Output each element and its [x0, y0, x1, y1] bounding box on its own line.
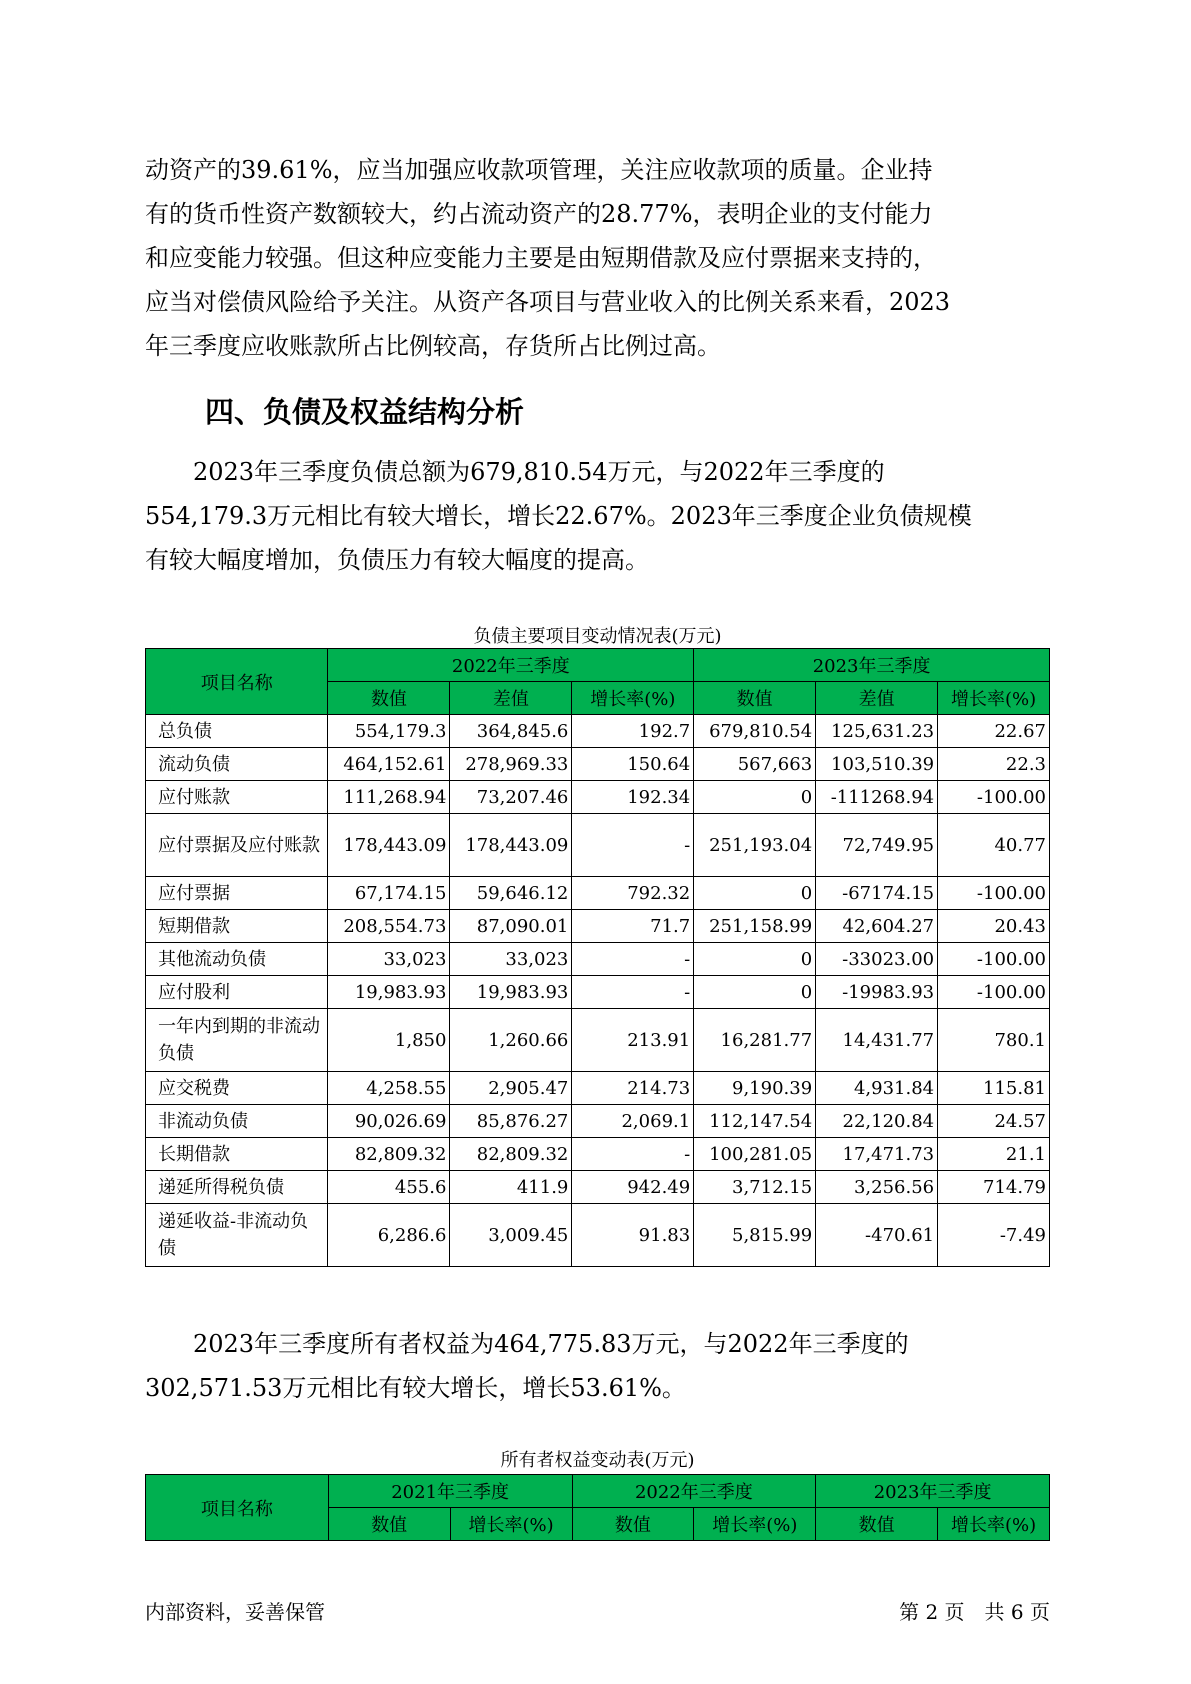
cell-value: 82,809.32	[450, 1138, 572, 1171]
cell-value: -67174.15	[816, 877, 938, 910]
cell-value: 792.32	[572, 877, 694, 910]
intro-paragraph	[145, 148, 1050, 368]
cell-value: 1,850	[328, 1009, 450, 1072]
cell-value: 103,510.39	[816, 748, 938, 781]
table-row	[146, 1204, 1050, 1267]
table-row	[146, 910, 1050, 943]
cell-value: 115.81	[938, 1072, 1050, 1105]
section-heading: 四、负债及权益结构分析	[205, 395, 525, 429]
sub-header: 数值	[694, 682, 816, 715]
text-line: 2023年三季度负债总额为679,810.54万元，与2022年三季度的	[145, 458, 885, 486]
cell-value: 4,258.55	[328, 1072, 450, 1105]
cell-value: 73,207.46	[450, 781, 572, 814]
period-header: 2023年三季度	[694, 649, 1050, 682]
row-name: 非流动负债	[146, 1105, 328, 1138]
sub-header: 数值	[572, 1508, 694, 1541]
cell-value: -470.61	[816, 1204, 938, 1267]
cell-value: 942.49	[572, 1171, 694, 1204]
cell-value: 111,268.94	[328, 781, 450, 814]
cell-value: 100,281.05	[694, 1138, 816, 1171]
cell-value: 21.1	[938, 1138, 1050, 1171]
equity-paragraph	[145, 1322, 1050, 1410]
row-name: 应付股利	[146, 976, 328, 1009]
cell-value: 40.77	[938, 814, 1050, 877]
cell-value: -100.00	[938, 877, 1050, 910]
sub-header: 数值	[328, 682, 450, 715]
liability-table-caption: 负债主要项目变动情况表(万元)	[473, 626, 722, 647]
cell-value: 14,431.77	[816, 1009, 938, 1072]
cell-value: 17,471.73	[816, 1138, 938, 1171]
cell-value: 208,554.73	[328, 910, 450, 943]
cell-value: 22,120.84	[816, 1105, 938, 1138]
cell-value: 125,631.23	[816, 715, 938, 748]
cell-value: 567,663	[694, 748, 816, 781]
cell-value: 2,069.1	[572, 1105, 694, 1138]
table-row	[146, 943, 1050, 976]
cell-value: 192.7	[572, 715, 694, 748]
row-name: 短期借款	[146, 910, 328, 943]
cell-value: 554,179.3	[328, 715, 450, 748]
cell-value: 278,969.33	[450, 748, 572, 781]
table-row	[146, 1072, 1050, 1105]
sub-header: 增长率(%)	[694, 1508, 816, 1541]
cell-value: -100.00	[938, 943, 1050, 976]
table-row	[146, 1138, 1050, 1171]
cell-value: -100.00	[938, 781, 1050, 814]
footer-left: 内部资料，妥善保管	[145, 1600, 325, 1624]
table-row	[146, 1105, 1050, 1138]
cell-value: -111268.94	[816, 781, 938, 814]
cell-value: 364,845.6	[450, 715, 572, 748]
name-column-header: 项目名称	[146, 649, 328, 715]
period-header: 2023年三季度	[816, 1475, 1050, 1508]
cell-value: 85,876.27	[450, 1105, 572, 1138]
table-row	[146, 877, 1050, 910]
cell-value: 19,983.93	[328, 976, 450, 1009]
cell-value: -	[572, 814, 694, 877]
text-line: 和应变能力较强。但这种应变能力主要是由短期借款及应付票据来支持的，	[145, 244, 937, 272]
row-name: 应交税费	[146, 1072, 328, 1105]
equity-table-caption: 所有者权益变动表(万元)	[500, 1450, 695, 1471]
cell-value: 411.9	[450, 1171, 572, 1204]
cell-value: 71.7	[572, 910, 694, 943]
row-name: 流动负债	[146, 748, 328, 781]
cell-value: 4,931.84	[816, 1072, 938, 1105]
sub-header: 增长率(%)	[938, 682, 1050, 715]
cell-value: 2,905.47	[450, 1072, 572, 1105]
row-name: 递延所得税负债	[146, 1171, 328, 1204]
text-line: 554,179.3万元相比有较大增长，增长22.67%。2023年三季度企业负债规模	[145, 502, 972, 530]
cell-value: 3,009.45	[450, 1204, 572, 1267]
period-header: 2021年三季度	[328, 1475, 572, 1508]
period-header: 2022年三季度	[572, 1475, 816, 1508]
text-line: 年三季度应收账款所占比例较高，存货所占比例过高。	[145, 332, 721, 360]
text-line: 有较大幅度增加，负债压力有较大幅度的提高。	[145, 546, 649, 574]
sub-header: 增长率(%)	[450, 1508, 572, 1541]
cell-value: 178,443.09	[450, 814, 572, 877]
table-row	[146, 814, 1050, 877]
cell-value: 455.6	[328, 1171, 450, 1204]
row-name: 递延收益-非流动负债	[146, 1204, 328, 1267]
sub-header: 差值	[450, 682, 572, 715]
cell-value: 24.57	[938, 1105, 1050, 1138]
period-header: 2022年三季度	[328, 649, 694, 682]
cell-value: 0	[694, 976, 816, 1009]
table-row	[146, 1009, 1050, 1072]
cell-value: 251,158.99	[694, 910, 816, 943]
sub-header: 增长率(%)	[572, 682, 694, 715]
cell-value: 9,190.39	[694, 1072, 816, 1105]
text-line: 应当对偿债风险给予关注。从资产各项目与营业收入的比例关系来看，2023	[145, 288, 951, 316]
text-line: 动资产的39.61%，应当加强应收款项管理，关注应收款项的质量。企业持	[145, 156, 933, 184]
cell-value: 714.79	[938, 1171, 1050, 1204]
cell-value: 464,152.61	[328, 748, 450, 781]
cell-value: -100.00	[938, 976, 1050, 1009]
row-name: 应付票据	[146, 877, 328, 910]
cell-value: -7.49	[938, 1204, 1050, 1267]
cell-value: -33023.00	[816, 943, 938, 976]
cell-value: 91.83	[572, 1204, 694, 1267]
row-name: 应付票据及应付账款	[146, 814, 328, 877]
cell-value: 90,026.69	[328, 1105, 450, 1138]
table-row	[146, 1171, 1050, 1204]
equity-table	[145, 1474, 1050, 1541]
row-name: 其他流动负债	[146, 943, 328, 976]
table-row	[146, 976, 1050, 1009]
table-row	[146, 715, 1050, 748]
text-line: 有的货币性资产数额较大，约占流动资产的28.77%，表明企业的支付能力	[145, 200, 933, 228]
cell-value: 0	[694, 781, 816, 814]
cell-value: 213.91	[572, 1009, 694, 1072]
row-name: 一年内到期的非流动负债	[146, 1009, 328, 1072]
table-row	[146, 748, 1050, 781]
cell-value: 3,256.56	[816, 1171, 938, 1204]
cell-value: 5,815.99	[694, 1204, 816, 1267]
cell-value: 33,023	[450, 943, 572, 976]
cell-value: 20.43	[938, 910, 1050, 943]
cell-value: -19983.93	[816, 976, 938, 1009]
sub-header: 增长率(%)	[938, 1508, 1050, 1541]
row-name: 应付账款	[146, 781, 328, 814]
cell-value: 67,174.15	[328, 877, 450, 910]
row-name: 长期借款	[146, 1138, 328, 1171]
text-line: 302,571.53万元相比有较大增长，增长53.61%。	[145, 1374, 686, 1402]
cell-value: 214.73	[572, 1072, 694, 1105]
cell-value: 42,604.27	[816, 910, 938, 943]
cell-value: 19,983.93	[450, 976, 572, 1009]
cell-value: 780.1	[938, 1009, 1050, 1072]
cell-value: 1,260.66	[450, 1009, 572, 1072]
cell-value: -	[572, 976, 694, 1009]
cell-value: -	[572, 943, 694, 976]
page-number: 第 2 页 共 6 页	[899, 1600, 1050, 1624]
cell-value: 59,646.12	[450, 877, 572, 910]
cell-value: 82,809.32	[328, 1138, 450, 1171]
name-column-header: 项目名称	[146, 1475, 329, 1541]
cell-value: -	[572, 1138, 694, 1171]
cell-value: 33,023	[328, 943, 450, 976]
sub-header: 数值	[328, 1508, 450, 1541]
cell-value: 679,810.54	[694, 715, 816, 748]
cell-value: 192.34	[572, 781, 694, 814]
row-name: 总负债	[146, 715, 328, 748]
cell-value: 150.64	[572, 748, 694, 781]
sub-header: 差值	[816, 682, 938, 715]
cell-value: 0	[694, 877, 816, 910]
cell-value: 6,286.6	[328, 1204, 450, 1267]
cell-value: 87,090.01	[450, 910, 572, 943]
cell-value: 178,443.09	[328, 814, 450, 877]
table-row	[146, 781, 1050, 814]
text-line: 2023年三季度所有者权益为464,775.83万元，与2022年三季度的	[145, 1330, 909, 1358]
cell-value: 0	[694, 943, 816, 976]
liability-paragraph	[145, 450, 1050, 582]
liability-table	[145, 648, 1050, 1267]
cell-value: 251,193.04	[694, 814, 816, 877]
sub-header: 数值	[816, 1508, 938, 1541]
cell-value: 22.67	[938, 715, 1050, 748]
cell-value: 112,147.54	[694, 1105, 816, 1138]
cell-value: 16,281.77	[694, 1009, 816, 1072]
cell-value: 22.3	[938, 748, 1050, 781]
cell-value: 3,712.15	[694, 1171, 816, 1204]
cell-value: 72,749.95	[816, 814, 938, 877]
